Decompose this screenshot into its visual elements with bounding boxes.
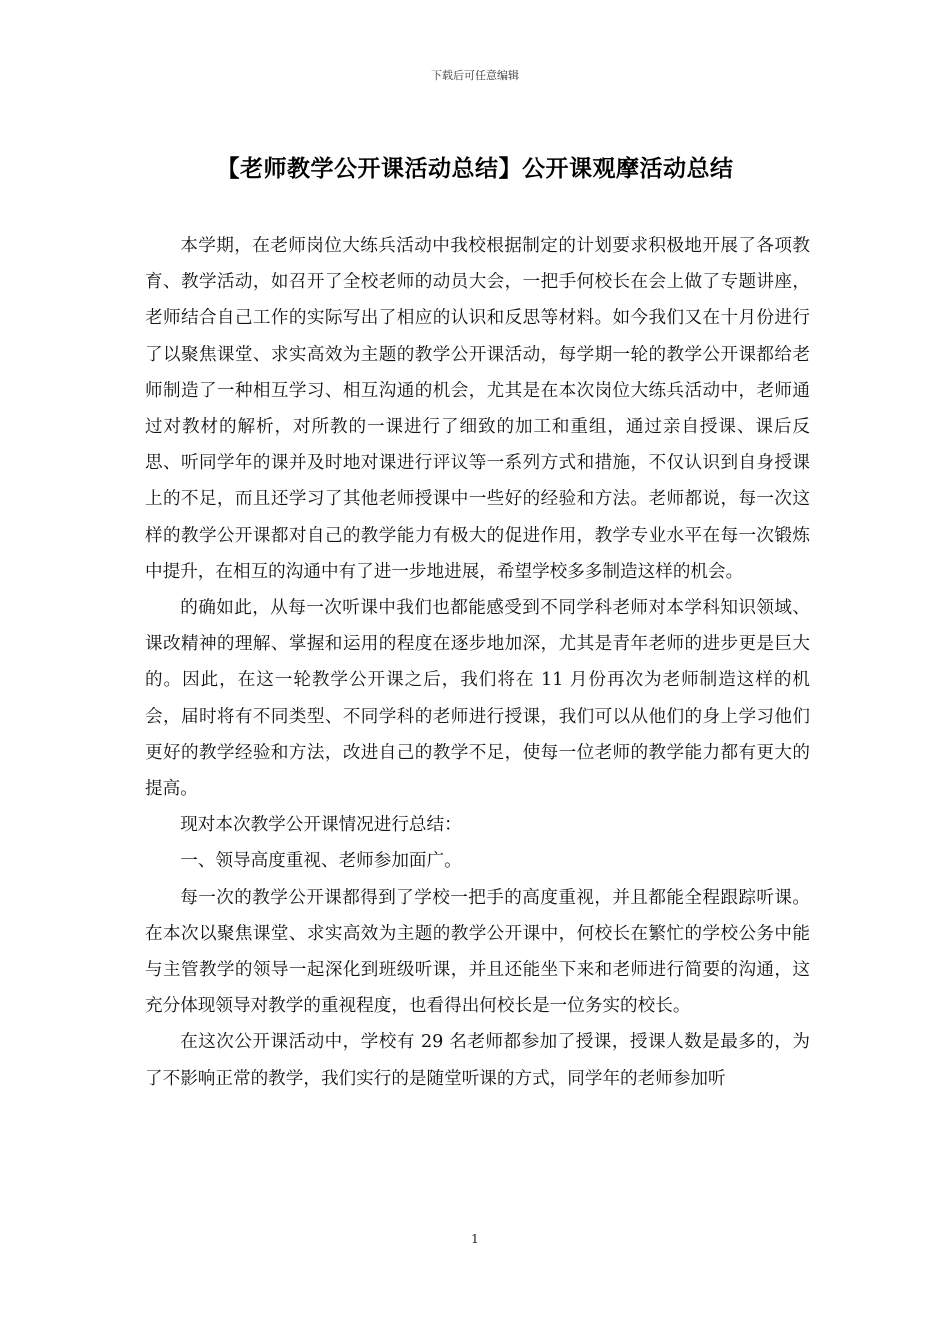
document-body (145, 228, 810, 1097)
paragraph: 本学期，在老师岗位大练兵活动中我校根据制定的计划要求积极地开展了各项教育、教学活动，如召开了全校老师的动员大会，一把手何校长在会上做了专题讲座，老师结合自己工作的实际写出了相应的认识和反思等材料。如今我们又在十月份进行了以聚焦课堂、求实高效为主题的教学公开课活动，每学期一轮的教学公开课都给老师制造了一种相互学习、相互沟通的机会，尤其是在本次岗位大练兵活动中，老师通过对教材的解析，对所教的一课进行了细致的加工和重组，通过亲自授课、课后反思、听同学年的课并及时地对课进行评议等一系列方式和措施，不仅认识到自身授课上的不足，而且还学习了其他老师授课中一些好的经验和方法。老师都说，每一次这样的教学公开课都对自己的教学能力有极大的促进作用，教学专业水平在每一次锻炼中提升，在相互的沟通中有了进一步地进展，希望学校多多制造这样的机会。 (145, 236, 810, 582)
section-heading: 一、领导高度重视、老师参加面广。 (180, 851, 462, 872)
header-note: 下载后可任意编辑 (431, 69, 519, 82)
document-title: 【老师教学公开课活动总结】公开课观摩活动总结 (216, 156, 734, 182)
paragraph: 每一次的教学公开课都得到了学校一把手的高度重视，并且都能全程跟踪听课。在本次以聚焦课堂、求实高效为主题的教学公开课中，何校长在繁忙的学校公务中能与主管教学的领导一起深化到班级听课，并且还能坐下来和老师进行简要的沟通，这充分体现领导对教学的重视程度，也看得出何校长是一位务实的校长。 (145, 887, 810, 1017)
paragraph: 在这次公开课活动中，学校有 29 名老师都参加了授课，授课人数是最多的，为了不影响正常的教学，我们实行的是随堂听课的方式，同学年的老师参加听 (145, 1032, 810, 1089)
paragraph: 的确如此，从每一次听课中我们也都能感受到不同学科老师对本学科知识领域、课改精神的理解、掌握和运用的程度在逐步地加深，尤其是青年老师的进步更是巨大的。因此，在这一轮教学公开课之后，我们将在 11 月份再次为老师制造这样的机会，届时将有不同类型、不同学科的老师进行授课，我们可以从他们的身上学习他们更好的教学经验和方法，改进自己的教学不足，使每一位老师的教学能力都有更大的提高。 (145, 598, 810, 800)
page-number: 1 (471, 1232, 479, 1246)
paragraph: 现对本次教学公开课情况进行总结： (180, 815, 462, 836)
